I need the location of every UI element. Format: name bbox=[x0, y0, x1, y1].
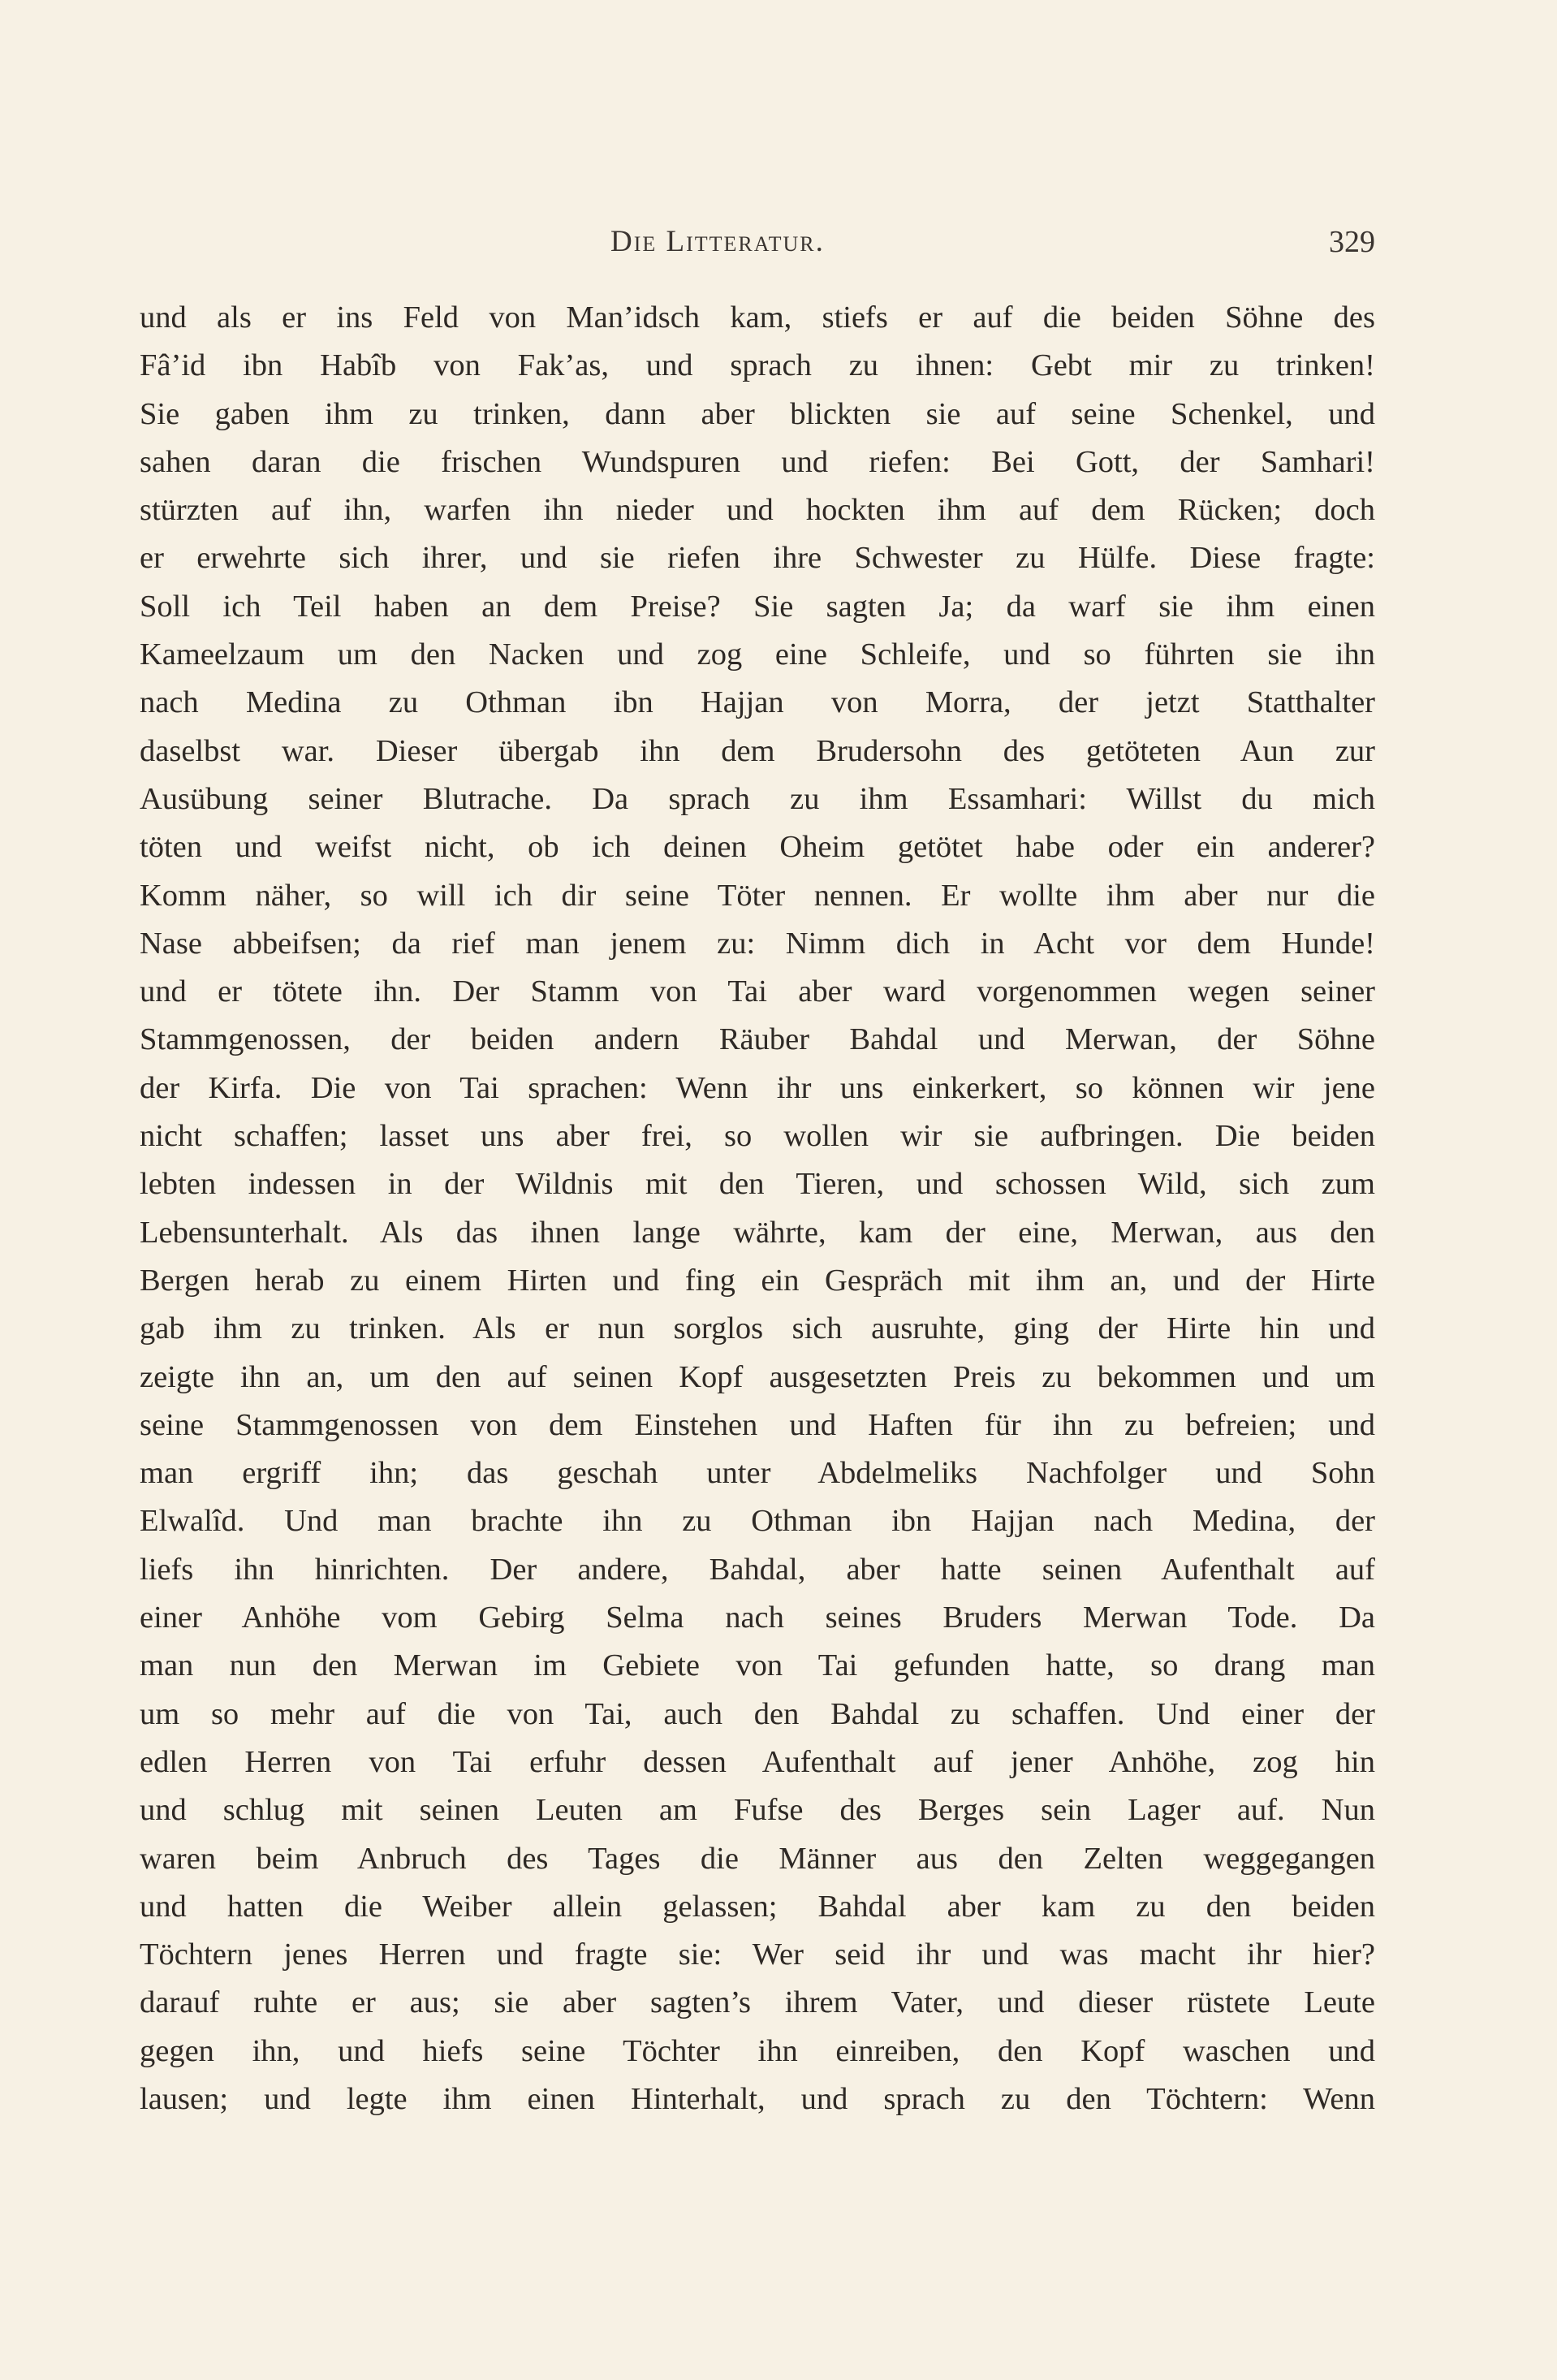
text-line: nicht schaffen; lasset uns aber frei, so wollen wir sie aufbringen. Die beiden bbox=[140, 1119, 1375, 1154]
text-line: Elwalîd. Und man brachte ihn zu Othman ibn Hajjan nach Medina, der bbox=[140, 1504, 1375, 1539]
text-line: waren beim Anbruch des Tages die Männer aus den Zelten weggegangen bbox=[140, 1841, 1375, 1876]
text-line: stürzten auf ihn, warfen ihn nieder und hockten ihm auf dem Rücken; doch bbox=[140, 493, 1375, 528]
text-line: man nun den Merwan im Gebiete von Tai gefunden hatte, so drang man bbox=[140, 1648, 1375, 1683]
text-line: Fâ’id ibn Habîb von Fak’as, und sprach zu ihnen: Gebt mir zu trinken! bbox=[140, 348, 1375, 383]
text-line: um so mehr auf die von Tai, auch den Bahdal zu schaffen. Und einer der bbox=[140, 1696, 1375, 1731]
text-line: Nase abbeifsen; da rief man jenem zu: Nimm dich in Acht vor dem Hunde! bbox=[140, 926, 1375, 961]
text-line: nach Medina zu Othman ibn Hajjan von Morra, der jetzt Statthalter bbox=[140, 685, 1375, 720]
text-line: töten und weifst nicht, ob ich deinen Oheim getötet habe oder ein anderer? bbox=[140, 830, 1375, 865]
text-line: darauf ruhte er aus; sie aber sagten’s ihrem Vater, und dieser rüstete Leute bbox=[140, 1985, 1375, 2020]
body-text bbox=[140, 294, 1375, 2123]
running-title: Die Litteratur. bbox=[610, 225, 825, 258]
text-line: Sie gaben ihm zu trinken, dann aber blickten sie auf seine Schenkel, und bbox=[140, 396, 1375, 431]
text-line: lausen; und legte ihm einen Hinterhalt, und sprach zu den Töchtern: Wenn bbox=[140, 2081, 1375, 2116]
text-line: und schlug mit seinen Leuten am Fufse des Berges sein Lager auf. Nun bbox=[140, 1793, 1375, 1828]
text-line: Komm näher, so will ich dir seine Töter nennen. Er wollte ihm aber nur die bbox=[140, 878, 1375, 913]
text-line: und er tötete ihn. Der Stamm von Tai aber ward vorgenommen wegen seiner bbox=[140, 974, 1375, 1009]
text-line: Lebensunterhalt. Als das ihnen lange währte, kam der eine, Merwan, aus den bbox=[140, 1215, 1375, 1250]
text-line: lebten indessen in der Wildnis mit den Tieren, und schossen Wild, sich zum bbox=[140, 1167, 1375, 1202]
text-line: daselbst war. Dieser übergab ihn dem Brudersohn des getöteten Aun zur bbox=[140, 733, 1375, 768]
running-head bbox=[140, 218, 1375, 266]
text-line: Kameelzaum um den Nacken und zog eine Schleife, und so führten sie ihn bbox=[140, 637, 1375, 672]
text-line: er erwehrte sich ihrer, und sie riefen ihre Schwester zu Hülfe. Diese fragte: bbox=[140, 541, 1375, 576]
text-line: und hatten die Weiber allein gelassen; Bahdal aber kam zu den beiden bbox=[140, 1889, 1375, 1924]
text-line: Bergen herab zu einem Hirten und fing ein Gespräch mit ihm an, und der Hirte bbox=[140, 1263, 1375, 1298]
text-line: edlen Herren von Tai erfuhr dessen Aufenthalt auf jener Anhöhe, zog hin bbox=[140, 1744, 1375, 1779]
text-line: liefs ihn hinrichten. Der andere, Bahdal, aber hatte seinen Aufenthalt auf bbox=[140, 1552, 1375, 1587]
text-line: einer Anhöhe vom Gebirg Selma nach seines Bruders Merwan Tode. Da bbox=[140, 1600, 1375, 1635]
text-line: der Kirfa. Die von Tai sprachen: Wenn ihr uns einkerkert, so können wir jene bbox=[140, 1070, 1375, 1105]
page-number: 329 bbox=[1329, 225, 1375, 259]
text-line: sahen daran die frischen Wundspuren und riefen: Bei Gott, der Samhari! bbox=[140, 444, 1375, 479]
text-line: man ergriff ihn; das geschah unter Abdelmeliks Nachfolger und Sohn bbox=[140, 1456, 1375, 1491]
text-line: Stammgenossen, der beiden andern Räuber Bahdal und Merwan, der Söhne bbox=[140, 1022, 1375, 1057]
text-line: Ausübung seiner Blutrache. Da sprach zu ihm Essamhari: Willst du mich bbox=[140, 781, 1375, 816]
text-line: zeigte ihn an, um den auf seinen Kopf ausgesetzten Preis zu bekommen und um bbox=[140, 1359, 1375, 1394]
text-line: und als er ins Feld von Man’idsch kam, stiefs er auf die beiden Söhne des bbox=[140, 300, 1375, 335]
text-line: gegen ihn, und hiefs seine Töchter ihn einreiben, den Kopf waschen und bbox=[140, 2033, 1375, 2068]
text-line: Soll ich Teil haben an dem Preise? Sie sagten Ja; da warf sie ihm einen bbox=[140, 589, 1375, 624]
text-line: seine Stammgenossen von dem Einstehen und Haften für ihn zu befreien; und bbox=[140, 1407, 1375, 1442]
text-line: Töchtern jenes Herren und fragte sie: Wer seid ihr und was macht ihr hier? bbox=[140, 1937, 1375, 1972]
text-line: gab ihm zu trinken. Als er nun sorglos sich ausruhte, ging der Hirte hin und bbox=[140, 1311, 1375, 1346]
